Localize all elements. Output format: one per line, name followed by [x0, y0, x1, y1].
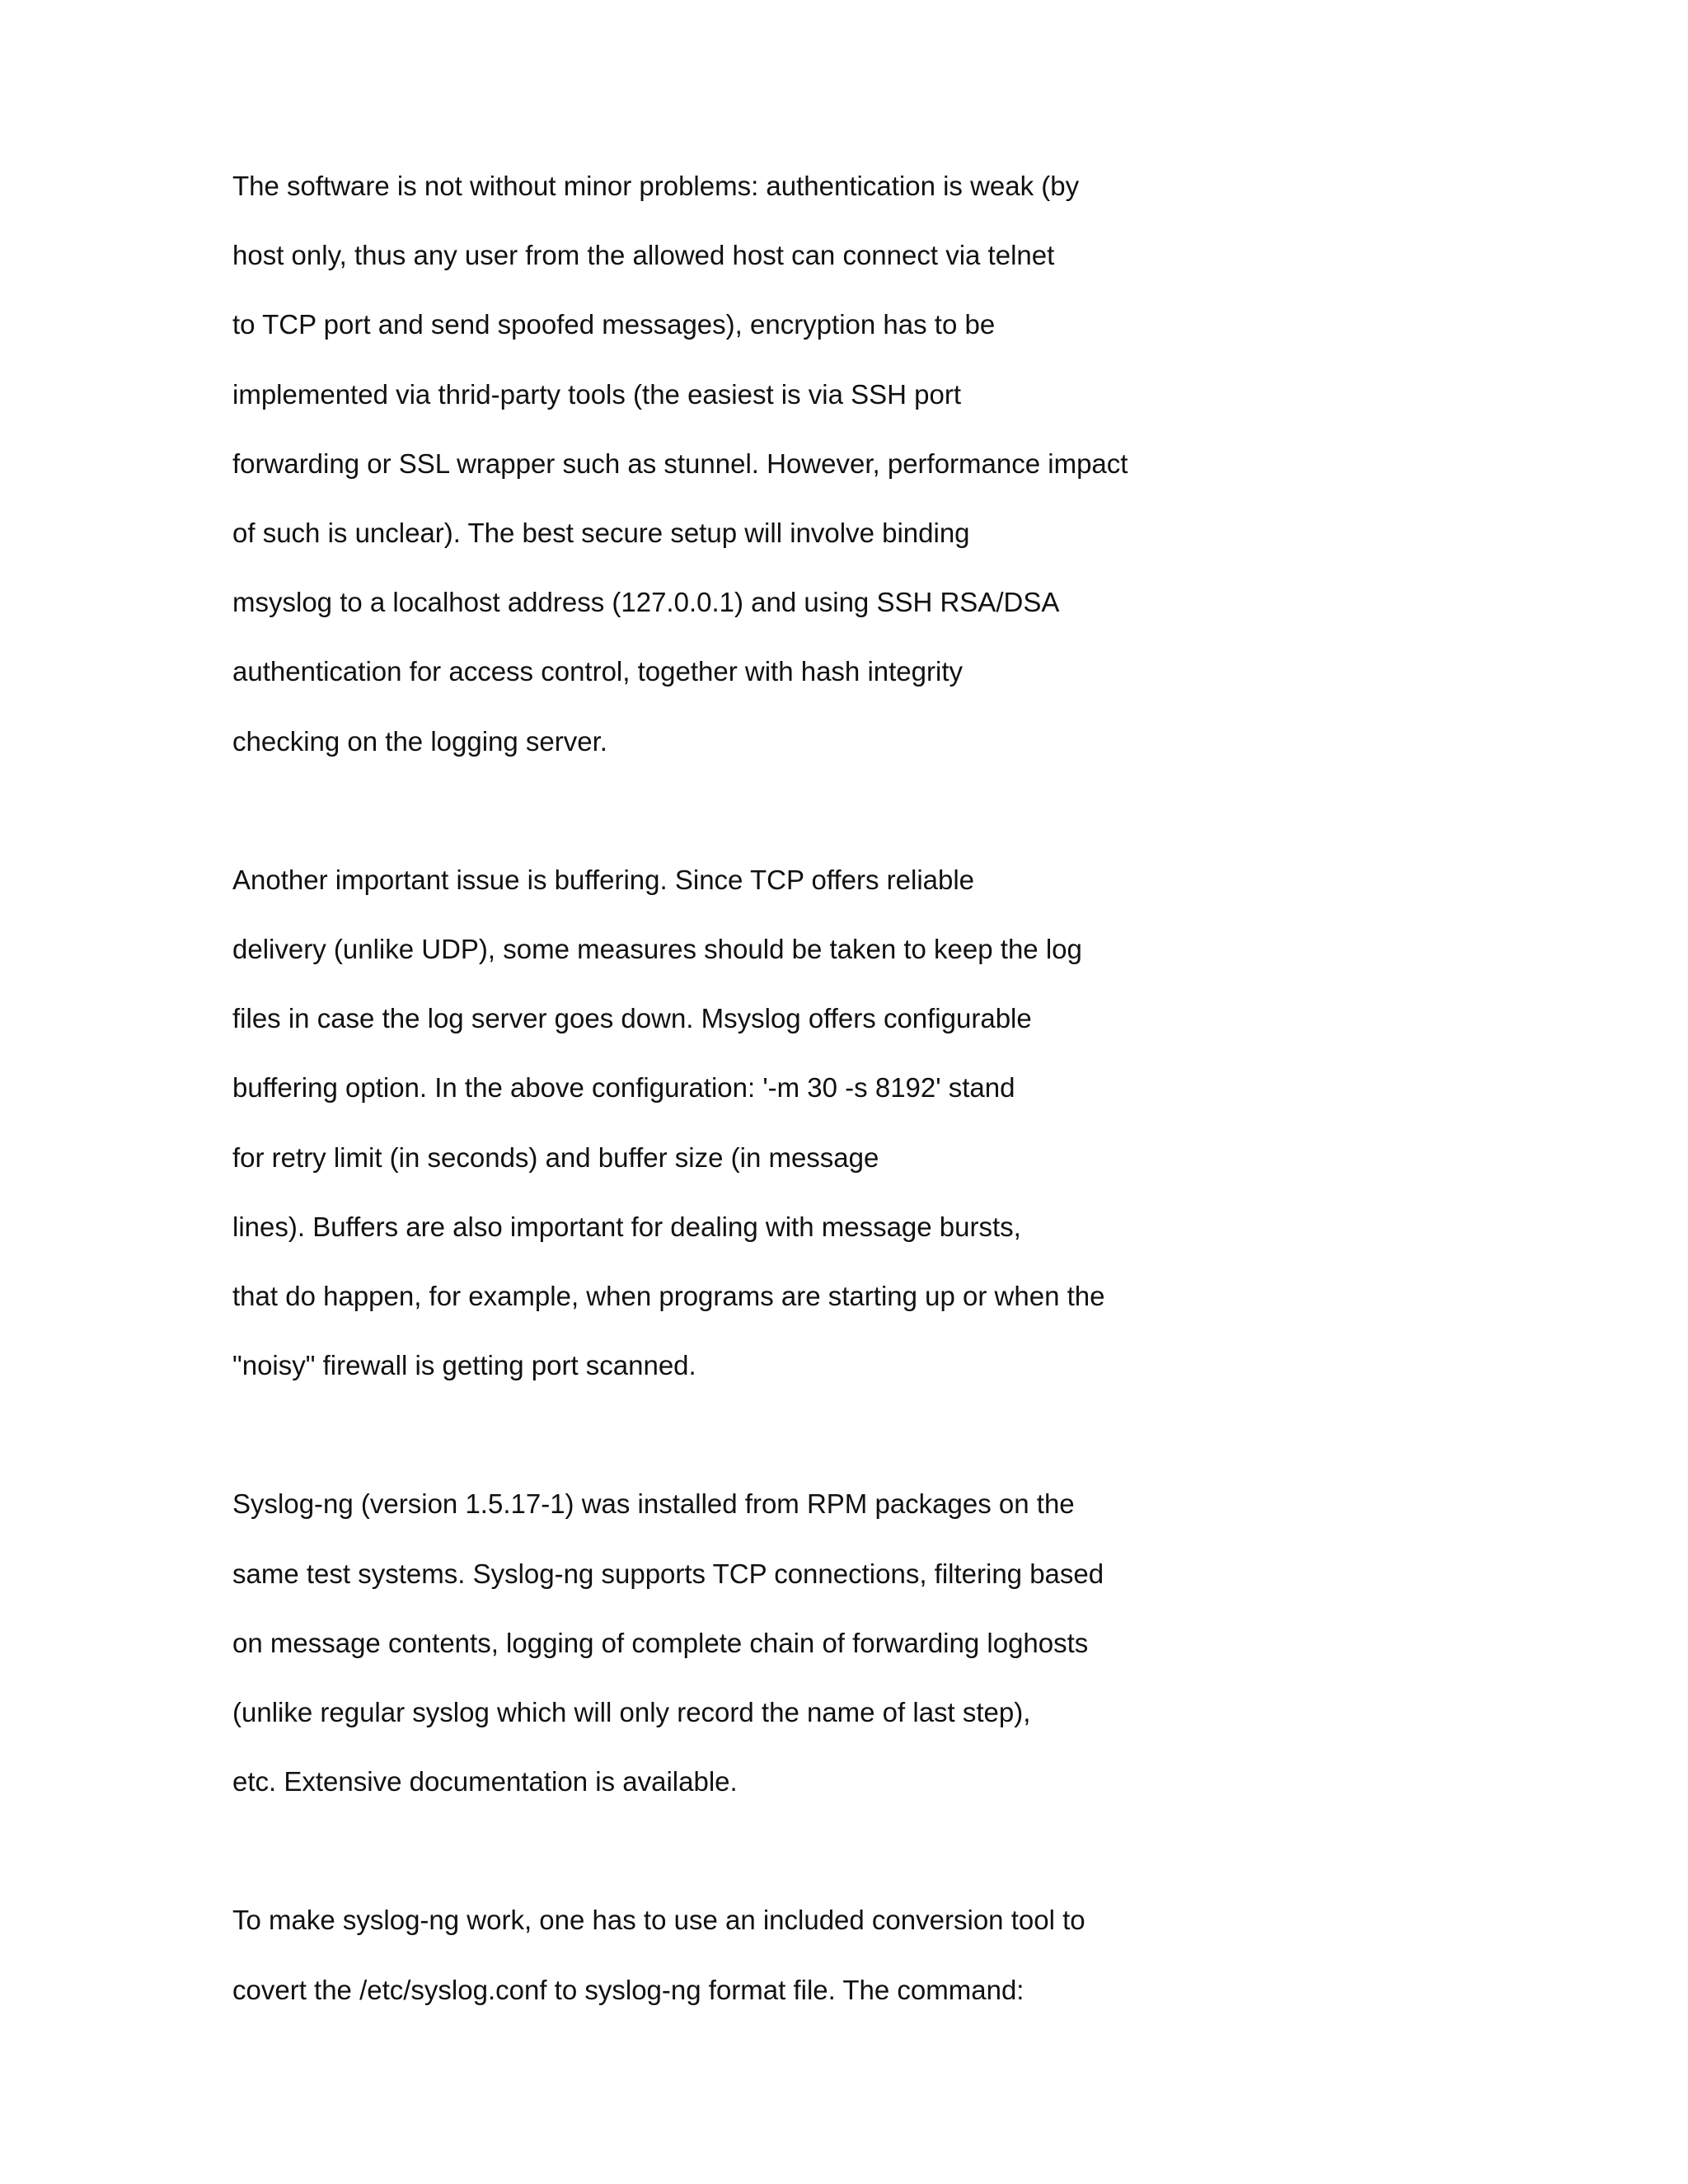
text-line: Another important issue is buffering. Since TCP offers reliable	[232, 864, 975, 895]
text-line: checking on the logging server.	[232, 725, 607, 757]
text-line: that do happen, for example, when programs are starting up or when the	[232, 1281, 1105, 1312]
paragraph-syslog-ng	[232, 1469, 1469, 1816]
document-body	[232, 152, 1469, 2094]
text-line: files in case the log server goes down. Msyslog offers configurable	[232, 1003, 1032, 1034]
text-line: msyslog to a localhost address (127.0.0.1) and using SSH RSA/DSA	[232, 587, 1060, 618]
text-line: etc. Extensive documentation is available.	[232, 1766, 738, 1797]
text-line: authentication for access control, together with hash integrity	[232, 656, 963, 687]
text-line: forwarding or SSL wrapper such as stunnel. However, performance impact	[232, 448, 1128, 479]
text-line: host only, thus any user from the allowed host can connect via telnet	[232, 240, 1055, 271]
text-line: implemented via thrid-party tools (the easiest is via SSH port	[232, 378, 962, 410]
text-line: The software is not without minor problems: authentication is weak (by	[232, 171, 1080, 201]
text-line: delivery (unlike UDP), some measures should be taken to keep the log	[232, 934, 1082, 965]
paragraph-conversion-tool	[232, 1886, 1469, 2024]
paragraph-msyslog-problems	[232, 152, 1469, 776]
text-line: on message contents, logging of complete chain of forwarding loghosts	[232, 1627, 1089, 1658]
text-line: of such is unclear). The best secure setup will involve binding	[232, 518, 970, 549]
paragraph-buffering	[232, 846, 1469, 1401]
text-line: "noisy" firewall is getting port scanned.	[232, 1350, 696, 1381]
text-line: same test systems. Syslog-ng supports TCP connections, filtering based	[232, 1558, 1104, 1589]
text-line: covert the /etc/syslog.conf to syslog-ng format file. The command:	[232, 1974, 1025, 2005]
text-line: to TCP port and send spoofed messages), encryption has to be	[232, 309, 996, 340]
text-line: buffering option. In the above configuration: '-m 30 -s 8192' stand	[232, 1072, 1015, 1104]
text-line: To make syslog-ng work, one has to use an included conversion tool to	[232, 1905, 1085, 1936]
text-line: lines). Buffers are also important for dealing with message bursts,	[232, 1211, 1021, 1242]
text-line: (unlike regular syslog which will only record the name of last step),	[232, 1697, 1031, 1728]
text-line: for retry limit (in seconds) and buffer size (in message	[232, 1141, 879, 1173]
text-line: Syslog-ng (version 1.5.17-1) was installed from RPM packages on the	[232, 1488, 1075, 1520]
